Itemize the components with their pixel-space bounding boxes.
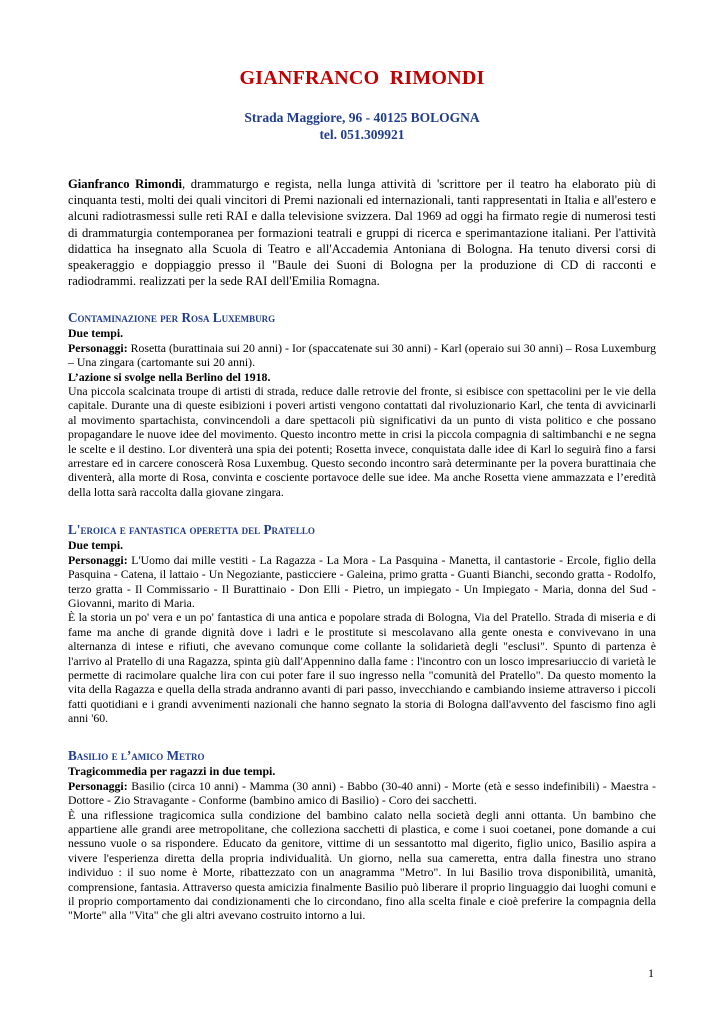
- characters-label: Personaggi:: [68, 552, 128, 567]
- characters-label: Personaggi:: [68, 778, 128, 793]
- work-characters: [68, 779, 656, 808]
- characters-label: Personaggi:: [68, 340, 128, 355]
- work-section-rosa-luxemburg: [68, 311, 656, 499]
- work-characters: [68, 341, 656, 370]
- phone-line: tel. 051.309921: [319, 127, 405, 142]
- work-title: L'eroica e fantastica operetta del Pratello: [68, 522, 315, 537]
- page-title: GIANFRANCO RIMONDI: [239, 67, 485, 89]
- work-synopsis: Una piccola scalcinata troupe di artisti di strada, reduce dalle retrovie del fronte, si esibisce con spettacolini per le vie della capitale. Durante una di queste esibizioni i poveri artisti vengono contattati dal rivoluzionario Karl, che tenta di avvicinarli al movimento spartachista, convincendoli a dare spettacoli più significativi da un punto di vista politico e che possano propagandare le nuove idee del movimento. Questo incontro mette in crisi la piccola compagnia di saltimbanchi e ne segna le scelte e il destino. Lor diventerà una spia dei potenti; Rosetta invece, conquistata dalle idee di Karl lo seguirà fino a farsi arrestare ed in carcere conoscerà Rosa Luxembug. Questo secondo incontro sarà determinante per la povera burattinaia che diventerà, alla morte di Rosa, convinta e cosciente portavoce delle sue idee. Ma anche Rosetta viene ammazzata e l’eredità della lotta sarà raccolta dalla giovane zingara.: [68, 384, 656, 499]
- work-section-pratello: [68, 523, 656, 726]
- work-setting: L’azione si svolge nella Berlino del 1918.: [68, 369, 271, 384]
- work-characters: [68, 553, 656, 611]
- characters-list: Rosetta (burattinaia sui 20 anni) - Ior (spaccatenate sui 30 anni) - Karl (operaio sui 30 anni) – Rosa Luxemburg – Una zingara (cartomante sui 20 anni).: [68, 340, 656, 370]
- characters-list: L'Uomo dai mille vestiti - La Ragazza - La Mora - La Pasquina - Manetta, il cantastorie - Ercole, figlio della Pasquina - Catena, il lattaio - Un Negoziante, pasticciere - Galeina, primo gratta - Guanti Bianchi, secondo gratta - Rodolfo, terzo gratta - Il Commissario - Il Burattinaio - Don Elli - Pietro, un impiegato - Un Impiegato - Maria, donna del Sud - Giovanni, marito di Maria.: [68, 552, 656, 611]
- work-subtitle: Due tempi.: [68, 326, 124, 341]
- address-line: Strada Maggiore, 96 - 40125 BOLOGNA: [244, 110, 480, 125]
- work-subtitle: Tragicommedia per ragazzi in due tempi.: [68, 764, 276, 779]
- work-subtitle: Due tempi.: [68, 538, 124, 553]
- work-section-basilio: [68, 749, 656, 923]
- work-synopsis: È la storia un po' vera e un po' fantastica di una antica e popolare strada di Bologna, Via del Pratello. Strada di miseria e di fame ma anche di grande dignità dove i ladri e le prostitute si mescolavano alla gente onesta e convivevano in una alternanza di intese e rifiuti, che avevano comunque come collante la solidarietà degli "esclusi". Spunto di partenza è l'arrivo al Pratello di una Ragazza, spinta giù dall'Appennino dalla fame : l'incontro con un losco impresariuccio di varietà le permette di racimolare qualche lira con cui poter fare il suo ingresso nella "comunità del Pratello". Da questo momento la vita della Ragazza e quella della strada andranno avanti di pari passo, invecchiando e cambiando insieme attraverso i piccoli fatti quotidiani e i grandi avvenimenti nazionali che hanno segnato la storia di Bologna dall'avvento del fascismo fino agli anni '60.: [68, 610, 656, 726]
- work-synopsis: È una riflessione tragicomica sulla condizione del bambino calato nella società degli anni ottanta. Un bambino che appartiene alle grandi aree metropolitane, che colleziona sacchetti di plastica, e come i suoi coetanei, pone domande a cui nessuno vuole o sa rispondere. Educato da genitore, vittime di un sessantotto mal digerito, figlio unico, Basilio aspira a vivere l'esperienza diretta della propria individualità. Un giorno, nella sua cameretta, entra dalla finestra uno strano individuo : il suo nome è Morte, ribattezzato con un anagramma "Metro". In lui Basilio trova disponibilità, umanità, comprensione, fantasia. Attraverso questa amicizia finalmente Basilio può liberare il proprio linguaggio dai luoghi comuni e il proprio comportamento dai condizionamenti che lo circondano, fino alla scelta finale e cioè preferire la compagnia della "Morte" alla "Vita" che gli altri avevano costruito intorno a lui.: [68, 807, 656, 923]
- work-title: Basilio e l’amico Metro: [68, 748, 205, 763]
- intro-paragraph: [68, 176, 656, 289]
- author-name: Gianfranco Rimondi: [68, 177, 183, 191]
- page-number: 1: [648, 966, 654, 980]
- work-title: Contaminazione per Rosa Luxemburg: [68, 310, 276, 325]
- characters-list: Basilio (circa 10 anni) - Mamma (30 anni) - Babbo (30-40 anni) - Morte (età e sesso indefinibili) - Maestra - Dottore - Zio Stravagante - Conforme (bambino amico di Basilio) - Coro dei sacchetti.: [68, 778, 656, 808]
- intro-text: , drammaturgo e regista, nella lunga attività di 'scrittore per il teatro ha elaborato più di cinquanta testi, molti dei quali vincitori di Premi nazionali ed internazionali, tanti rappresentati in Italia e all'estero e alcuni radiotrasmessi sulle reti RAI e dalla televisione svizzera. Dal 1969 ad oggi ha firmato regie di numerosi testi di drammaturgia contemporanea per formazioni teatrali e gruppi di ricerca e sperimantazione italiani. Per l'attività didattica ha insegnato alla Scuola di Teatro e all'Accademia Antoniana di Bologna. Ha tenuto diversi corsi di speakeraggio e doppiaggio presso il "Baule dei Suoni di Bologna per la produzione di CD di racconti e radiodrammi. realizzati per la sede RAI dell'Emilia Romagna.: [68, 177, 656, 289]
